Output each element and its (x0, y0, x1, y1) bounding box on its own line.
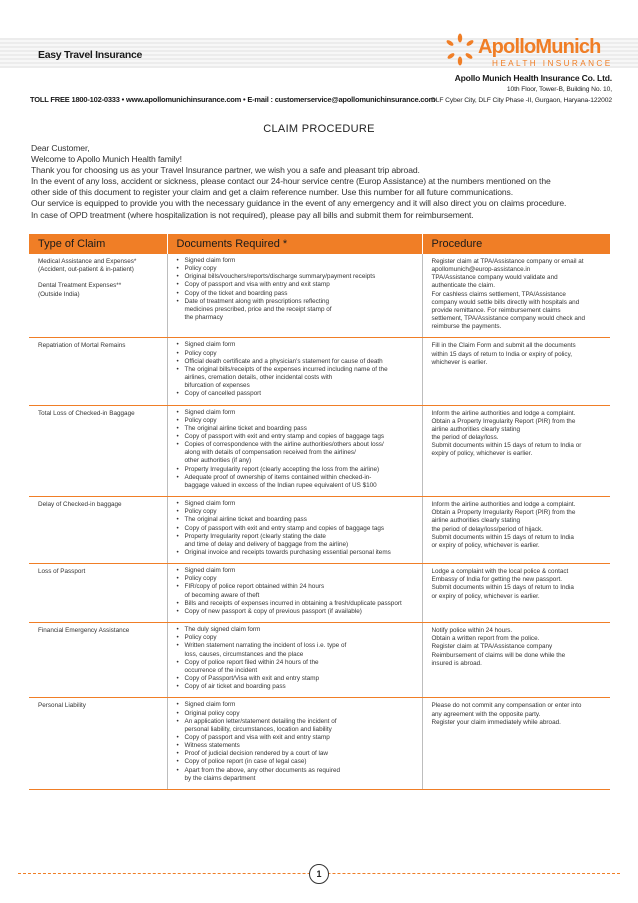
document-item: • Policy copy (177, 508, 416, 516)
claim-type-cell: Loss of Passport (29, 564, 167, 623)
document-item: • Copy of police report filed within 24 hours of the occurrence of the incident (177, 659, 416, 675)
documents-cell (167, 564, 422, 623)
table-row (29, 405, 610, 497)
document-item: • An application letter/statement detailing the incident of personal liability, circumstances, location and liability (177, 718, 416, 734)
document-item: • Copy of passport with exit and entry stamp and copies of baggage tags (177, 433, 416, 441)
documents-list (177, 257, 416, 322)
documents-cell (167, 698, 422, 790)
document-item: • Copy of cancelled passport (177, 390, 416, 398)
document-item: • Witness statements (177, 742, 416, 750)
document-item: • Original bills/vouchers/reports/discharge summary/payment receipts (177, 273, 416, 281)
procedure-cell: Please do not commit any compensation or enter into any agreement with the opposite party. Register your claim immediately while abroad. (422, 698, 610, 790)
procedure-cell: Notify police within 24 hours. Obtain a written report from the police. Register claim at TPA/Assistance company Reimbursement of claims will be done while the insured is abroad. (422, 623, 610, 698)
table-row (29, 497, 610, 564)
document-item: • Signed claim form (177, 257, 416, 265)
claim-type-cell: Medical Assistance and Expenses* (Accident, out-patient & in-patient) Dental Treatment Expenses** (Outside India) (29, 254, 167, 338)
claim-type-cell: Personal Liability (29, 698, 167, 790)
document-item: • Signed claim form (177, 567, 416, 575)
document-item: • Signed claim form (177, 409, 416, 417)
document-item: • Original invoice and receipts towards purchasing essential personal items (177, 549, 416, 557)
document-item: • Original policy copy (177, 710, 416, 718)
intro-text (31, 143, 611, 221)
documents-list (177, 409, 416, 491)
procedure-cell: Inform the airline authorities and lodge a complaint. Obtain a Property Irregularity Report (PIR) from the airline authorities clearly stating the period of delay/loss. Submit documents within 15 days of return to India or expiry of policy, whichever is earlier. (422, 405, 610, 497)
document-item: • Copy of the ticket and boarding pass (177, 290, 416, 298)
document-item: • Signed claim form (177, 500, 416, 508)
sunburst-icon (442, 32, 478, 66)
brand-name: ApolloMunich (478, 36, 601, 58)
document-item: • Date of treatment along with prescriptions reflecting medicines prescribed, price and the receipt stamp of the pharmacy (177, 298, 416, 322)
table-row (29, 623, 610, 698)
document-item: • Bills and receipts of expenses incurred in obtaining a fresh/duplicate passport (177, 600, 416, 608)
claims-table-body (29, 254, 610, 789)
document-item: • Policy copy (177, 634, 416, 642)
documents-cell (167, 405, 422, 497)
documents-list (177, 341, 416, 398)
claim-type-cell: Repatriation of Mortal Remains (29, 338, 167, 405)
column-header: Procedure (422, 234, 610, 254)
document-item: • Property Irregularity report (clearly stating the date and time of delay and delivery of baggage from the airline) (177, 533, 416, 549)
documents-cell (167, 338, 422, 405)
document-item: • Policy copy (177, 417, 416, 425)
document-item: • Proof of judicial decision rendered by a court of law (177, 750, 416, 758)
document-item: • Copy of passport and visa with entry and exit stamp (177, 281, 416, 289)
column-header: Type of Claim (29, 234, 167, 254)
contact-line: TOLL FREE 1800-102-0333 • www.apollomunichinsurance.com • E-mail : customerservice@apollomunichinsurance.com (30, 95, 436, 104)
document-item: • Official death certificate and a physician's statement for cause of death (177, 358, 416, 366)
document-item: • Written statement narrating the incident of loss i.e. type of loss, causes, circumstances and the place (177, 642, 416, 658)
document-item: • FIR/copy of police report obtained within 24 hours of becoming aware of theft (177, 583, 416, 599)
document-item: • Property Irregularity report (clearly accepting the loss from the airline) (177, 466, 416, 474)
document-item: • Copy of passport and visa with exit and entry stamp (177, 734, 416, 742)
company-name: Apollo Munich Health Insurance Co. Ltd. (454, 73, 612, 83)
document-item: • Copy of police report (in case of legal case) (177, 758, 416, 766)
document-item: • Copies of correspondence with the airline authorities/others about loss/ along with details of compensation received from the airlines/ other authorities (if any) (177, 441, 416, 465)
document-item: • Copy of passport with exit and entry stamp and copies of baggage tags (177, 525, 416, 533)
documents-list (177, 500, 416, 557)
intro-line: Welcome to Apollo Munich Health family! (31, 154, 182, 165)
intro-line: Our service is equipped to provide you with the necessary guidance in the event of any emergency and it will also direct you on claims procedure. (31, 198, 567, 209)
procedure-cell: Inform the airline authorities and lodge a complaint. Obtain a Property Irregularity Report (PIR) from the airline authorities clearly stating the period of delay/loss/period of hijack. Submit documents within 15 days of return to India or expiry of policy, whichever is earlier. (422, 497, 610, 564)
table-row (29, 254, 610, 338)
intro-line: other side of this document to register your claim and get a claim reference number. Use this number for all future communications. (31, 187, 513, 198)
document-item: • Copy of new passport & copy of previous passport (if available) (177, 608, 416, 616)
table-header-row (29, 234, 610, 254)
documents-list (177, 626, 416, 691)
document-item: • Copy of air ticket and boarding pass (177, 683, 416, 691)
document-item: • Signed claim form (177, 701, 416, 709)
page-number: 1 (309, 864, 329, 884)
documents-cell (167, 623, 422, 698)
document-item: • The original airline ticket and boarding pass (177, 516, 416, 524)
apollo-munich-logo (442, 32, 622, 72)
documents-list (177, 701, 416, 783)
procedure-cell: Register claim at TPA/Assistance company or email at apollomunich@europ-assistance.in TPA/Assistance company would validate and authenticate the claim. For cashless claims settlement, TPA/Assistance company would settle bills directly with hospitals and provide remittance. For reimbursement claims settlement, TPA/Assistance company would check and reimburse the payments. (422, 254, 610, 338)
claim-type-cell: Delay of Checked-in baggage (29, 497, 167, 564)
page-title: CLAIM PROCEDURE (263, 123, 375, 135)
intro-line: Thank you for choosing us as your Travel Insurance partner, we wish you a safe and pleasant trip abroad. (31, 165, 420, 176)
product-tagline: Easy Travel Insurance (38, 49, 143, 61)
document-item: • Copy of Passport/Visa with exit and entry stamp (177, 675, 416, 683)
document-item: • The duly signed claim form (177, 626, 416, 634)
intro-line: Dear Customer, (31, 143, 90, 153)
document-item: • Policy copy (177, 350, 416, 358)
claim-type-cell: Total Loss of Checked-in Baggage (29, 405, 167, 497)
document-item: • Policy copy (177, 575, 416, 583)
document-item: • Signed claim form (177, 341, 416, 349)
table-row (29, 338, 610, 405)
address-line-2: DLF Cyber City, DLF City Phase -II, Gurgaon, Haryana-122002 (431, 97, 612, 104)
table-row (29, 564, 610, 623)
document-item: • Policy copy (177, 265, 416, 273)
procedure-cell: Fill in the Claim Form and submit all the documents within 15 days of return to India or expiry of policy, whichever is earlier. (422, 338, 610, 405)
documents-cell (167, 497, 422, 564)
documents-cell (167, 254, 422, 338)
document-item: • Apart from the above, any other documents as required by the claims department (177, 767, 416, 783)
documents-list (177, 567, 416, 616)
document-item: • Adequate proof of ownership of items contained within checked-in- baggage valued in excess of the Indian rupee equivalent of US $100 (177, 474, 416, 490)
intro-line: In case of OPD treatment (where hospitalization is not required), please pay all bills and submit them for reimbursement. (31, 209, 474, 220)
company-block (431, 73, 612, 106)
intro-line: In the event of any loss, accident or sickness, please contact our 24-hour service centre (Europ Assistance) at the numbers mentioned on the (31, 176, 551, 187)
document-item: • The original bills/receipts of the expenses incurred including name of the airlines, cremation details, other incidental costs with bifurcation of expenses (177, 366, 416, 390)
procedure-cell: Lodge a complaint with the local police & contact Embassy of India for getting the new passport. Submit documents within 15 days of return to India or expiry of policy, whichever is earlier. (422, 564, 610, 623)
column-header: Documents Required * (167, 234, 422, 254)
claims-table (29, 234, 610, 790)
document-item: • The original airline ticket and boarding pass (177, 425, 416, 433)
address-line-1: 10th Floor, Tower-B, Building No. 10, (506, 86, 612, 93)
brand-subtitle: HEALTH INSURANCE (492, 59, 613, 68)
table-row (29, 698, 610, 790)
claim-type-cell: Financial Emergency Assistance (29, 623, 167, 698)
